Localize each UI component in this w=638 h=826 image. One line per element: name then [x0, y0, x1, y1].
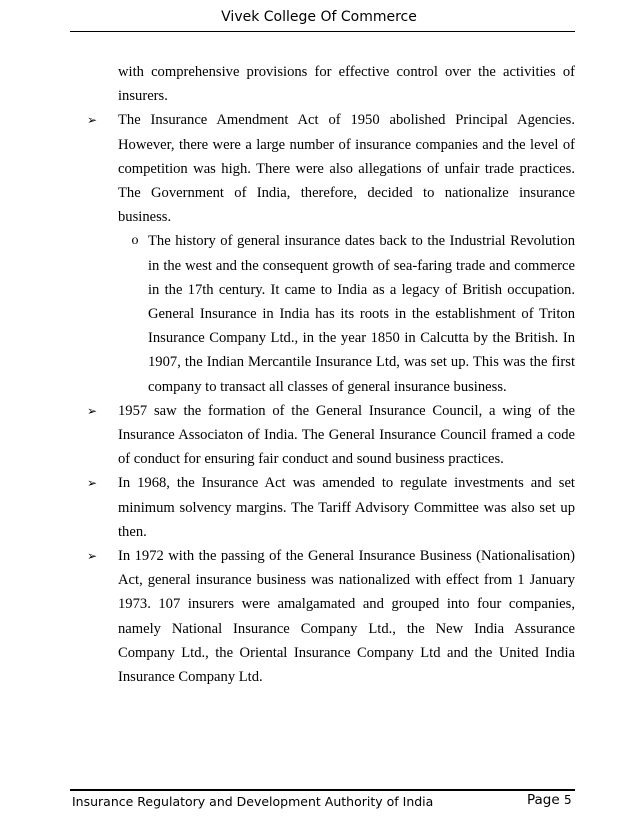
page-label: Page — [527, 792, 560, 808]
page-number — [527, 792, 572, 808]
page-number-value: 5 — [563, 793, 572, 807]
document-body — [70, 60, 575, 689]
bullet-item — [70, 544, 575, 689]
footer-divider — [70, 789, 575, 791]
bullet-text: In 1968, the Insurance Act was amended to regulate investments and set minimum solvency margins. The Tariff Advisory Committee was also set up then. — [118, 475, 575, 540]
arrow-bullet-icon: ➢ — [86, 476, 98, 491]
arrow-bullet-icon: ➢ — [86, 113, 98, 128]
circle-bullet-icon: o — [131, 233, 139, 249]
sub-bullet-item — [70, 229, 575, 398]
footer-organization: Insurance Regulatory and Development Authority of India — [72, 794, 434, 809]
bullet-text: 1957 saw the formation of the General Insurance Council, a wing of the Insurance Associaton of India. The General Insurance Council framed a code of conduct for ensuring fair conduct and sound business practices. — [118, 402, 575, 468]
bullet-text: In 1972 with the passing of the General Insurance Business (Nationalisation) Act, general insurance business was nationalized with effect from 1 January 1973. 107 insurers were amalgamated and grouped into four companies, namely National Insurance Company Ltd., the New India Assurance Company Ltd., the Oriental Insurance Company Ltd and the United India Insurance Company Ltd. — [118, 548, 575, 686]
arrow-bullet-icon: ➢ — [86, 549, 98, 564]
bullet-item — [70, 108, 575, 229]
continuation-paragraph: with comprehensive provisions for effective control over the activities of insurers. — [118, 64, 575, 105]
bullet-item — [70, 399, 575, 472]
page-header: Vivek College Of Commerce — [221, 9, 417, 25]
arrow-bullet-icon: ➢ — [86, 403, 98, 418]
sub-bullet-text: The history of general insurance dates back to the Industrial Revolution in the west and the consequent growth of sea-faring trade and commerce in the 17th century. It came to India as a legacy of British occupation. General Insurance in India has its roots in the establishment of Triton Insurance Company Ltd., in the year 1850 in Calcutta by the British. In 1907, the Indian Mercantile Insurance Ltd, was set up. This was the first company to transact all classes of general insurance business. — [148, 233, 575, 395]
bullet-text: The Insurance Amendment Act of 1950 abolished Principal Agencies. However, there were a large number of insurance companies and the level of competition was high. There were also allegations of unfair trade practices. The Government of India, therefore, decided to nationalize insurance business. — [118, 112, 575, 226]
header-divider — [70, 31, 575, 32]
bullet-item — [70, 471, 575, 544]
